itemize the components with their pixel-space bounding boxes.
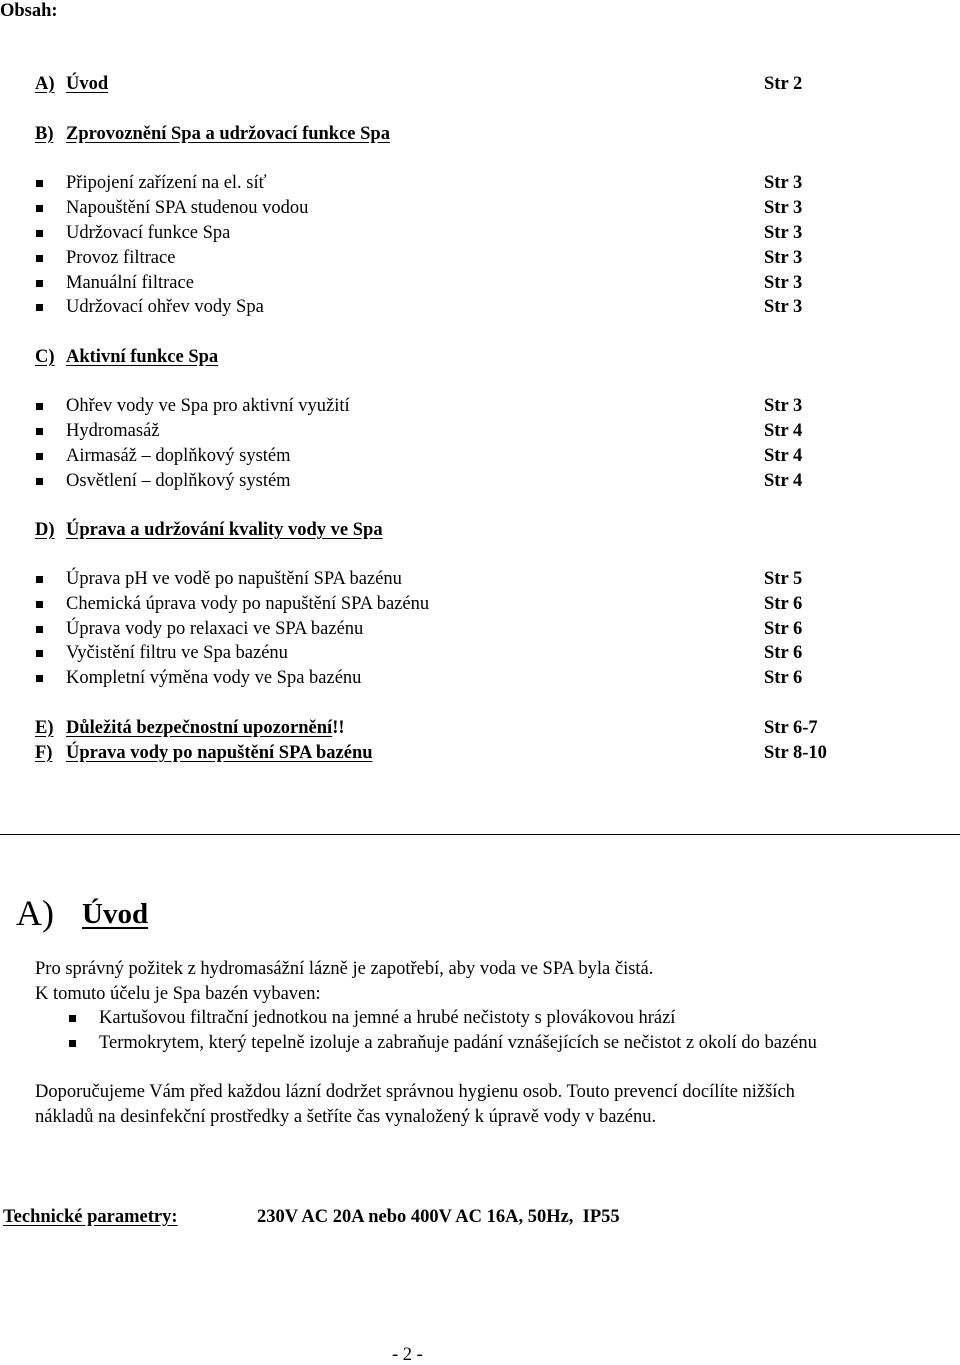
- toc-section-e-suffix: !!: [332, 718, 345, 738]
- bullet-icon: [36, 304, 43, 311]
- page-number: - 2 -: [392, 1345, 423, 1365]
- intro-text-line: Doporučujeme Vám před každou lázní dodržet správnou hygienu osob. Touto prevencí docílíte nižších: [35, 1082, 795, 1102]
- toc-item-label: Napouštění SPA studenou vodou: [66, 198, 309, 218]
- bullet-icon: [36, 675, 43, 682]
- toc-item-label: Udržovací ohřev vody Spa: [66, 297, 264, 317]
- toc-item-label: Manuální filtrace: [66, 273, 194, 293]
- toc-letter-b: B): [35, 124, 54, 144]
- bullet-icon: [36, 180, 43, 187]
- toc-letter-a: A): [35, 74, 55, 94]
- bullet-icon: [36, 230, 43, 237]
- bullet-icon: [36, 626, 43, 633]
- toc-letter-f: F): [35, 743, 53, 763]
- intro-text-line: nákladů na desinfekční prostředky a šetříte čas vynaložený k úpravě vody v bazénu.: [35, 1107, 657, 1127]
- toc-letter-e: E): [35, 718, 54, 738]
- toc-item-page: Str 3: [764, 273, 803, 293]
- toc-section-d-link[interactable]: Úprava a udržování kvality vody ve Spa: [66, 520, 383, 540]
- toc-section-a-link[interactable]: Úvod: [66, 74, 109, 94]
- bullet-icon: [36, 403, 43, 410]
- intro-text-line: K tomuto účelu je Spa bazén vybaven:: [35, 984, 321, 1004]
- toc-title: Obsah:: [0, 1, 58, 21]
- toc-section-a-page: Str 2: [764, 74, 803, 94]
- toc-item-page: Str 6: [764, 619, 803, 639]
- bullet-icon: [36, 255, 43, 262]
- toc-item-label: Osvětlení – doplňkový systém: [66, 471, 291, 491]
- bullet-icon: [36, 478, 43, 485]
- intro-heading: Úvod: [82, 898, 149, 930]
- toc-letter-d: D): [35, 520, 55, 540]
- toc-item-page: Str 6: [764, 668, 803, 688]
- intro-bullet-text: Termokrytem, který tepelně izoluje a zabraňuje padání vznášejících se nečistot z okolí do bazénu: [99, 1033, 817, 1053]
- toc-item-page: Str 3: [764, 173, 803, 193]
- toc-item-label: Provoz filtrace: [66, 248, 176, 268]
- toc-item-label: Airmasáž – doplňkový systém: [66, 446, 291, 466]
- toc-section-e-page: Str 6-7: [764, 718, 818, 738]
- toc-item-page: Str 6: [764, 594, 803, 614]
- bullet-icon: [36, 650, 43, 657]
- toc-item-page: Str 3: [764, 198, 803, 218]
- toc-section-c-link[interactable]: Aktivní funkce Spa: [66, 347, 219, 367]
- toc-section-f-page: Str 8-10: [764, 743, 827, 763]
- toc-item-label: Připojení zařízení na el. síť: [66, 173, 267, 193]
- toc-item-label: Úprava pH ve vodě po napuštění SPA bazénu: [66, 569, 402, 589]
- bullet-icon: [36, 453, 43, 460]
- toc-section-e: [66, 719, 345, 738]
- intro-text-line: Pro správný požitek z hydromasážní lázně je zapotřebí, aby voda ve SPA byla čistá.: [35, 959, 654, 979]
- intro-letter: A): [16, 893, 54, 933]
- toc-item-label: Udržovací funkce Spa: [66, 223, 231, 243]
- bullet-icon: [36, 601, 43, 608]
- bullet-icon: [36, 576, 43, 583]
- toc-item-label: Hydromasáž: [66, 421, 160, 441]
- toc-item-page: Str 3: [764, 223, 803, 243]
- toc-letter-c: C): [35, 347, 55, 367]
- toc-item-page: Str 3: [764, 297, 803, 317]
- toc-item-label: Úprava vody po relaxaci ve SPA bazénu: [66, 619, 364, 639]
- tech-params-label: Technické parametry:: [3, 1207, 178, 1227]
- intro-bullet-text: Kartušovou filtrační jednotkou na jemné a hrubé nečistoty s plovákovou hrází: [99, 1008, 676, 1028]
- toc-item-page: Str 6: [764, 643, 803, 663]
- toc-item-label: Kompletní výměna vody ve Spa bazénu: [66, 668, 362, 688]
- section-divider: [0, 834, 960, 835]
- toc-item-page: Str 3: [764, 248, 803, 268]
- toc-item-label: Ohřev vody ve Spa pro aktivní využití: [66, 396, 350, 416]
- toc-section-b-link[interactable]: Zprovoznění Spa a udržovací funkce Spa: [66, 124, 390, 144]
- bullet-icon: [69, 1015, 76, 1022]
- toc-item-label: Vyčistění filtru ve Spa bazénu: [66, 643, 288, 663]
- bullet-icon: [36, 428, 43, 435]
- toc-item-page: Str 4: [764, 446, 803, 466]
- bullet-icon: [36, 205, 43, 212]
- toc-item-page: Str 4: [764, 421, 803, 441]
- bullet-icon: [69, 1040, 76, 1047]
- tech-params-value: 230V AC 20A nebo 400V AC 16A, 50Hz, IP55: [257, 1207, 620, 1227]
- toc-item-page: Str 5: [764, 569, 803, 589]
- toc-item-label: Chemická úprava vody po napuštění SPA bazénu: [66, 594, 430, 614]
- toc-section-e-link[interactable]: Důležitá bezpečnostní upozornění: [66, 718, 333, 738]
- bullet-icon: [36, 280, 43, 287]
- toc-item-page: Str 4: [764, 471, 803, 491]
- toc-section-f-link[interactable]: Úprava vody po napuštění SPA bazénu: [66, 743, 373, 763]
- toc-item-page: Str 3: [764, 396, 803, 416]
